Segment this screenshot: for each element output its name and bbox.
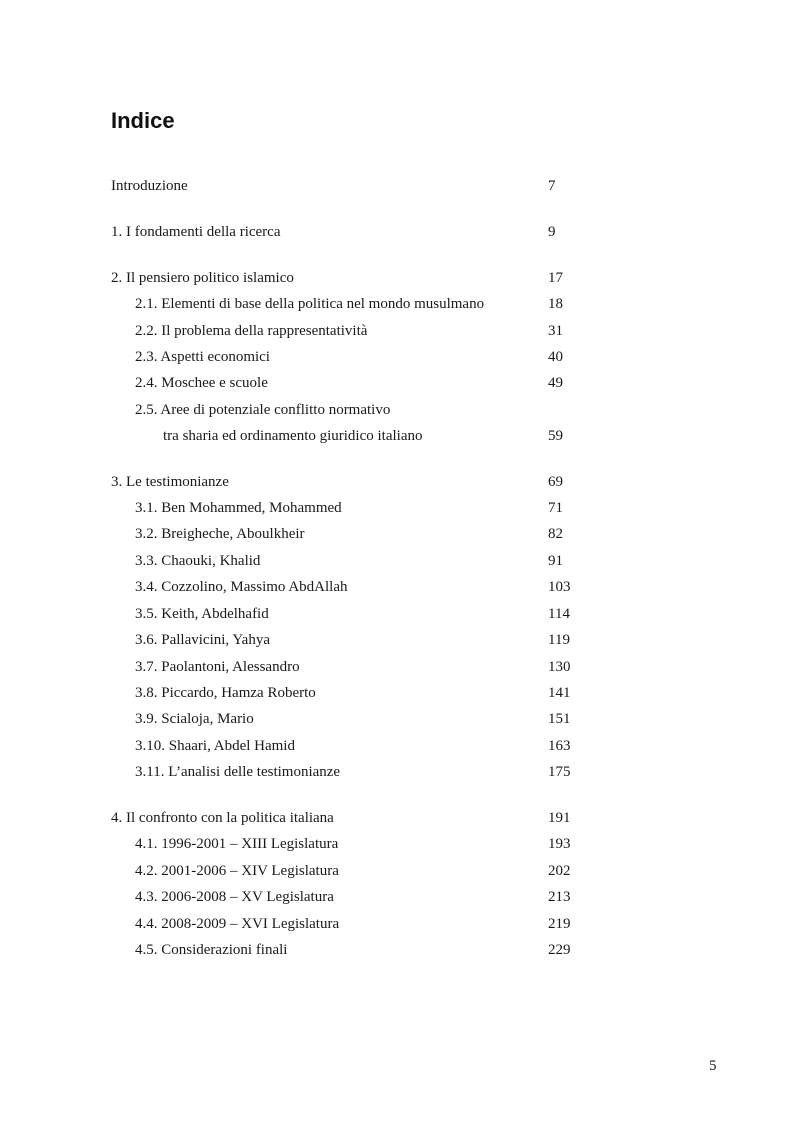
toc-entry-label: 3.7. Paolantoni, Alessandro: [135, 659, 300, 675]
toc-entry[interactable]: [0, 860, 794, 882]
toc-entry[interactable]: [0, 267, 794, 289]
toc-entry[interactable]: [0, 682, 794, 704]
toc-entry-label: 2.4. Moschee e scuole: [135, 375, 268, 391]
toc-entry-page: 213: [548, 889, 571, 905]
toc-entry[interactable]: [0, 656, 794, 678]
toc-entry-label: 3.1. Ben Mohammed, Mohammed: [135, 500, 342, 516]
toc-entry-label: 3.2. Breigheche, Aboulkheir: [135, 526, 305, 542]
toc-entry-page: 71: [548, 500, 563, 516]
toc-entry-label: 4.3. 2006-2008 – XV Legislatura: [135, 889, 334, 905]
toc-entry-page: 9: [548, 224, 556, 240]
toc-entry[interactable]: [0, 320, 794, 342]
toc-entry[interactable]: [0, 735, 794, 757]
toc-entry-label: 4.4. 2008-2009 – XVI Legislatura: [135, 916, 340, 932]
toc-entry-label: tra sharia ed ordinamento giuridico italiano: [163, 428, 423, 444]
toc-entry[interactable]: [0, 399, 794, 421]
toc-entry-label: 3.3. Chaouki, Khalid: [135, 553, 261, 569]
toc-entry[interactable]: [0, 550, 794, 572]
toc-entry-label: 1. I fondamenti della ricerca: [111, 224, 281, 240]
toc-entry-page: 130: [548, 659, 571, 675]
toc-entry[interactable]: [0, 913, 794, 935]
toc-entry-label: 3. Le testimonianze: [111, 474, 229, 490]
toc-entry[interactable]: [0, 346, 794, 368]
toc-entry[interactable]: [0, 761, 794, 783]
toc-entry-page: 59: [548, 428, 563, 444]
toc-entry-page: 202: [548, 863, 571, 879]
toc-entry-label: 2.1. Elementi di base della politica nel mondo musulmano: [135, 296, 485, 312]
toc-entry-page: 191: [548, 810, 571, 826]
toc-entry-label: 2.5. Aree di potenziale conflitto normativo: [135, 402, 391, 418]
toc-entry[interactable]: [0, 576, 794, 598]
toc-entry[interactable]: [0, 372, 794, 394]
toc-entry[interactable]: [0, 833, 794, 855]
toc-entry[interactable]: [0, 425, 794, 447]
page-title: Indice: [111, 108, 175, 133]
toc-entry-label: Introduzione: [111, 178, 188, 194]
toc-entry[interactable]: [0, 807, 794, 829]
toc-entry-page: 229: [548, 942, 571, 958]
toc-entry-page: 141: [548, 685, 571, 701]
toc-entry-page: 17: [548, 270, 563, 286]
page-number: 5: [709, 1058, 717, 1074]
toc-entry[interactable]: [0, 708, 794, 730]
toc-entry[interactable]: [0, 603, 794, 625]
toc-entry[interactable]: [0, 886, 794, 908]
toc-entry-page: 7: [548, 178, 556, 194]
toc-entry-page: 91: [548, 553, 563, 569]
toc-entry[interactable]: [0, 629, 794, 651]
toc-entry-label: 2.3. Aspetti economici: [135, 349, 270, 365]
toc-entry[interactable]: [0, 293, 794, 315]
toc-entry[interactable]: [0, 221, 794, 243]
toc-entry-label: 3.4. Cozzolino, Massimo AbdAllah: [135, 579, 348, 595]
toc-entry-page: 18: [548, 296, 563, 312]
toc-entry-page: 82: [548, 526, 563, 542]
toc-entry-label: 3.8. Piccardo, Hamza Roberto: [135, 685, 316, 701]
toc-entry-label: 3.9. Scialoja, Mario: [135, 711, 254, 727]
toc-entry-page: 40: [548, 349, 563, 365]
toc-entry-page: 175: [548, 764, 571, 780]
toc-entry-label: 2.2. Il problema della rappresentatività: [135, 323, 368, 339]
toc-entry-page: 163: [548, 738, 571, 754]
toc-entry-page: 49: [548, 375, 563, 391]
toc-entry-label: 4. Il confronto con la politica italiana: [111, 810, 334, 826]
toc-entry-page: 103: [548, 579, 571, 595]
toc-entry-label: 2. Il pensiero politico islamico: [111, 270, 294, 286]
toc-entry[interactable]: [0, 497, 794, 519]
toc-entry-label: 4.2. 2001-2006 – XIV Legislatura: [135, 863, 339, 879]
toc-entry-page: 151: [548, 711, 571, 727]
toc-entry[interactable]: [0, 175, 794, 197]
toc-entry-label: 4.1. 1996-2001 – XIII Legislatura: [135, 836, 339, 852]
toc-entry-label: 3.11. L’analisi delle testimonianze: [135, 764, 341, 780]
toc-entry-page: 69: [548, 474, 563, 490]
toc-entry-page: 31: [548, 323, 563, 339]
toc-entry-label: 3.5. Keith, Abdelhafid: [135, 606, 269, 622]
toc-entry-page: 119: [548, 632, 570, 648]
toc-entry-label: 3.6. Pallavicini, Yahya: [135, 632, 270, 648]
toc-entry-page: 219: [548, 916, 571, 932]
toc-entry-page: 114: [548, 606, 570, 622]
toc-entry-label: 3.10. Shaari, Abdel Hamid: [135, 738, 295, 754]
toc-entry[interactable]: [0, 523, 794, 545]
toc-entry[interactable]: [0, 939, 794, 961]
toc-entry[interactable]: [0, 471, 794, 493]
toc-entry-label: 4.5. Considerazioni finali: [135, 942, 288, 958]
toc-entry-page: 193: [548, 836, 571, 852]
